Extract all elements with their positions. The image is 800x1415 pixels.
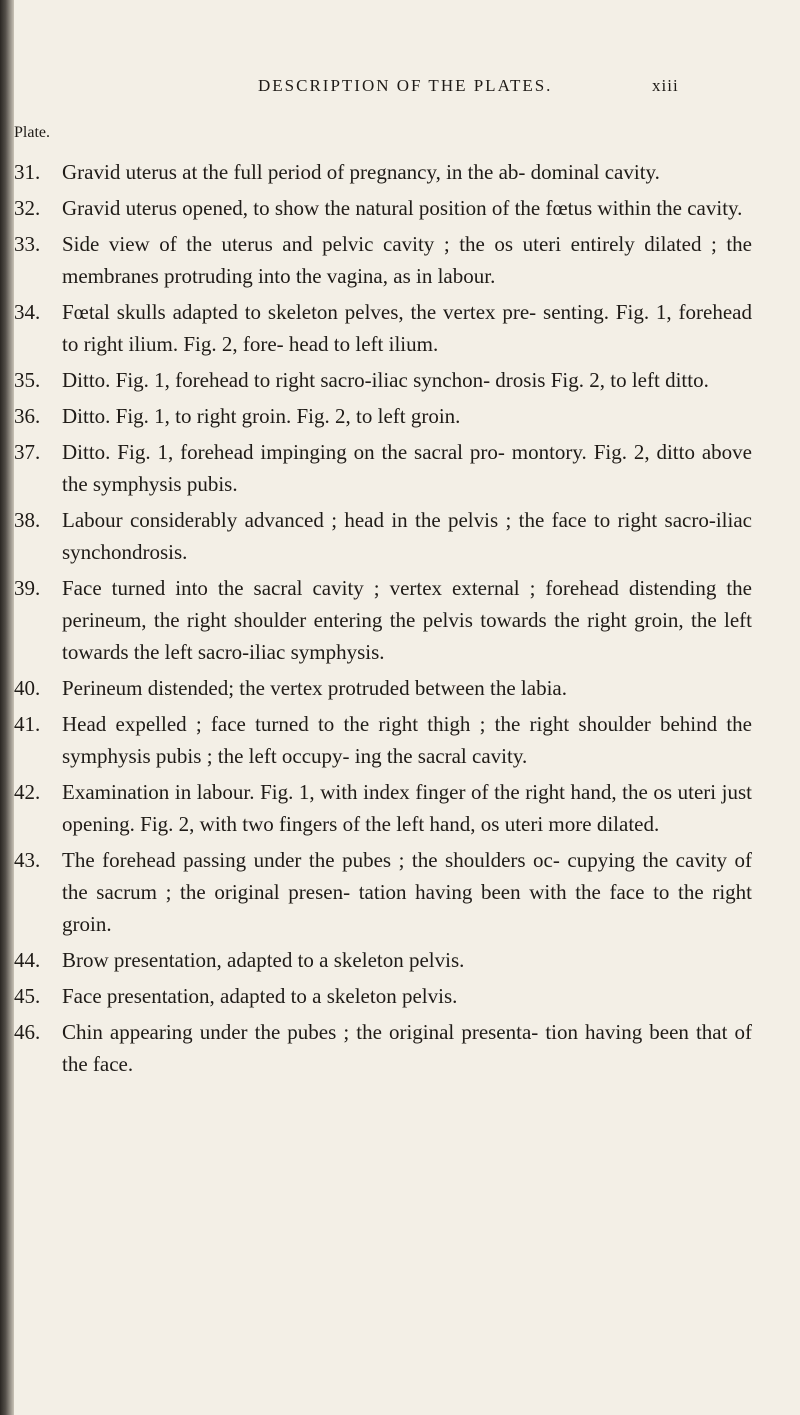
plate-description: Brow presentation, adapted to a skeleton pelvis. [62,948,465,972]
plate-description: Gravid uterus opened, to show the natural position of the fœtus within the cavity. [62,196,743,220]
plate-description: Face turned into the sacral cavity ; vertex external ; forehead distending the perineum, the right shoulder entering the pelvis towards the right groin, the left towards the left sacro-iliac symphysis. [62,576,752,664]
plate-list [0,156,800,1084]
plate-entry [0,944,800,976]
plate-number: 32. [14,196,41,220]
plate-description: Gravid uterus at the full period of pregnancy, in the ab- dominal cavity. [62,160,660,184]
plate-entry [0,228,800,292]
plate-number: 36. [14,404,41,428]
plate-entry [0,364,800,396]
plate-number: 45. [14,984,41,1008]
running-head-title: DESCRIPTION OF THE PLATES. [258,76,553,95]
plate-entry [0,672,800,704]
plate-number: 46. [14,1020,41,1044]
plate-entry [0,708,800,772]
plate-number: 40. [14,676,41,700]
plate-number: 42. [14,780,41,804]
plate-description: Face presentation, adapted to a skeleton pelvis. [62,984,458,1008]
plate-column-label: Plate. [14,124,50,141]
plate-number: 31. [14,160,41,184]
plate-number: 34. [14,300,41,324]
plate-description: Head expelled ; face turned to the right thigh ; the right shoulder behind the symphysis pubis ; the left occupy- ing the sacral cavity. [62,712,752,768]
plate-number: 39. [14,576,41,600]
plate-number: 37. [14,440,41,464]
plate-description: Labour considerably advanced ; head in the pelvis ; the face to right sacro-iliac synchondrosis. [62,508,752,564]
plate-description: Side view of the uterus and pelvic cavity ; the os uteri entirely dilated ; the membranes protruding into the vagina, as in labour. [62,232,752,288]
plate-description: Examination in labour. Fig. 1, with index finger of the right hand, the os uteri just opening. Fig. 2, with two fingers of the left hand, os uteri more dilated. [62,780,752,836]
plate-number: 38. [14,508,41,532]
plate-entry [0,1016,800,1080]
plate-entry [0,980,800,1012]
plate-number: 35. [14,368,41,392]
plate-description: The forehead passing under the pubes ; the shoulders oc- cupying the cavity of the sacrum ; the original presen- tation having been with the face to the right groin. [62,848,752,936]
page-number: xiii [652,76,679,95]
plate-description: Ditto. Fig. 1, to right groin. Fig. 2, to left groin. [62,404,461,428]
plate-entry [0,192,800,224]
plate-description: Ditto. Fig. 1, forehead impinging on the sacral pro- montory. Fig. 2, ditto above the symphysis pubis. [62,440,752,496]
plate-entry [0,400,800,432]
plate-description: Chin appearing under the pubes ; the original presenta- tion having been that of the face. [62,1020,752,1076]
plate-entry [0,572,800,668]
plate-entry [0,844,800,940]
plate-number: 41. [14,712,41,736]
plate-description: Fœtal skulls adapted to skeleton pelves, the vertex pre- senting. Fig. 1, forehead to right ilium. Fig. 2, fore- head to left ilium. [62,300,752,356]
plate-number: 33. [14,232,41,256]
plate-description: Ditto. Fig. 1, forehead to right sacro-iliac synchon- drosis Fig. 2, to left ditto. [62,368,709,392]
plate-number: 43. [14,848,41,872]
plate-entry [0,156,800,188]
plate-description: Perineum distended; the vertex protruded between the labia. [62,676,567,700]
plate-number: 44. [14,948,41,972]
plate-entry [0,504,800,568]
plate-entry [0,436,800,500]
plate-entry [0,776,800,840]
plate-entry [0,296,800,360]
